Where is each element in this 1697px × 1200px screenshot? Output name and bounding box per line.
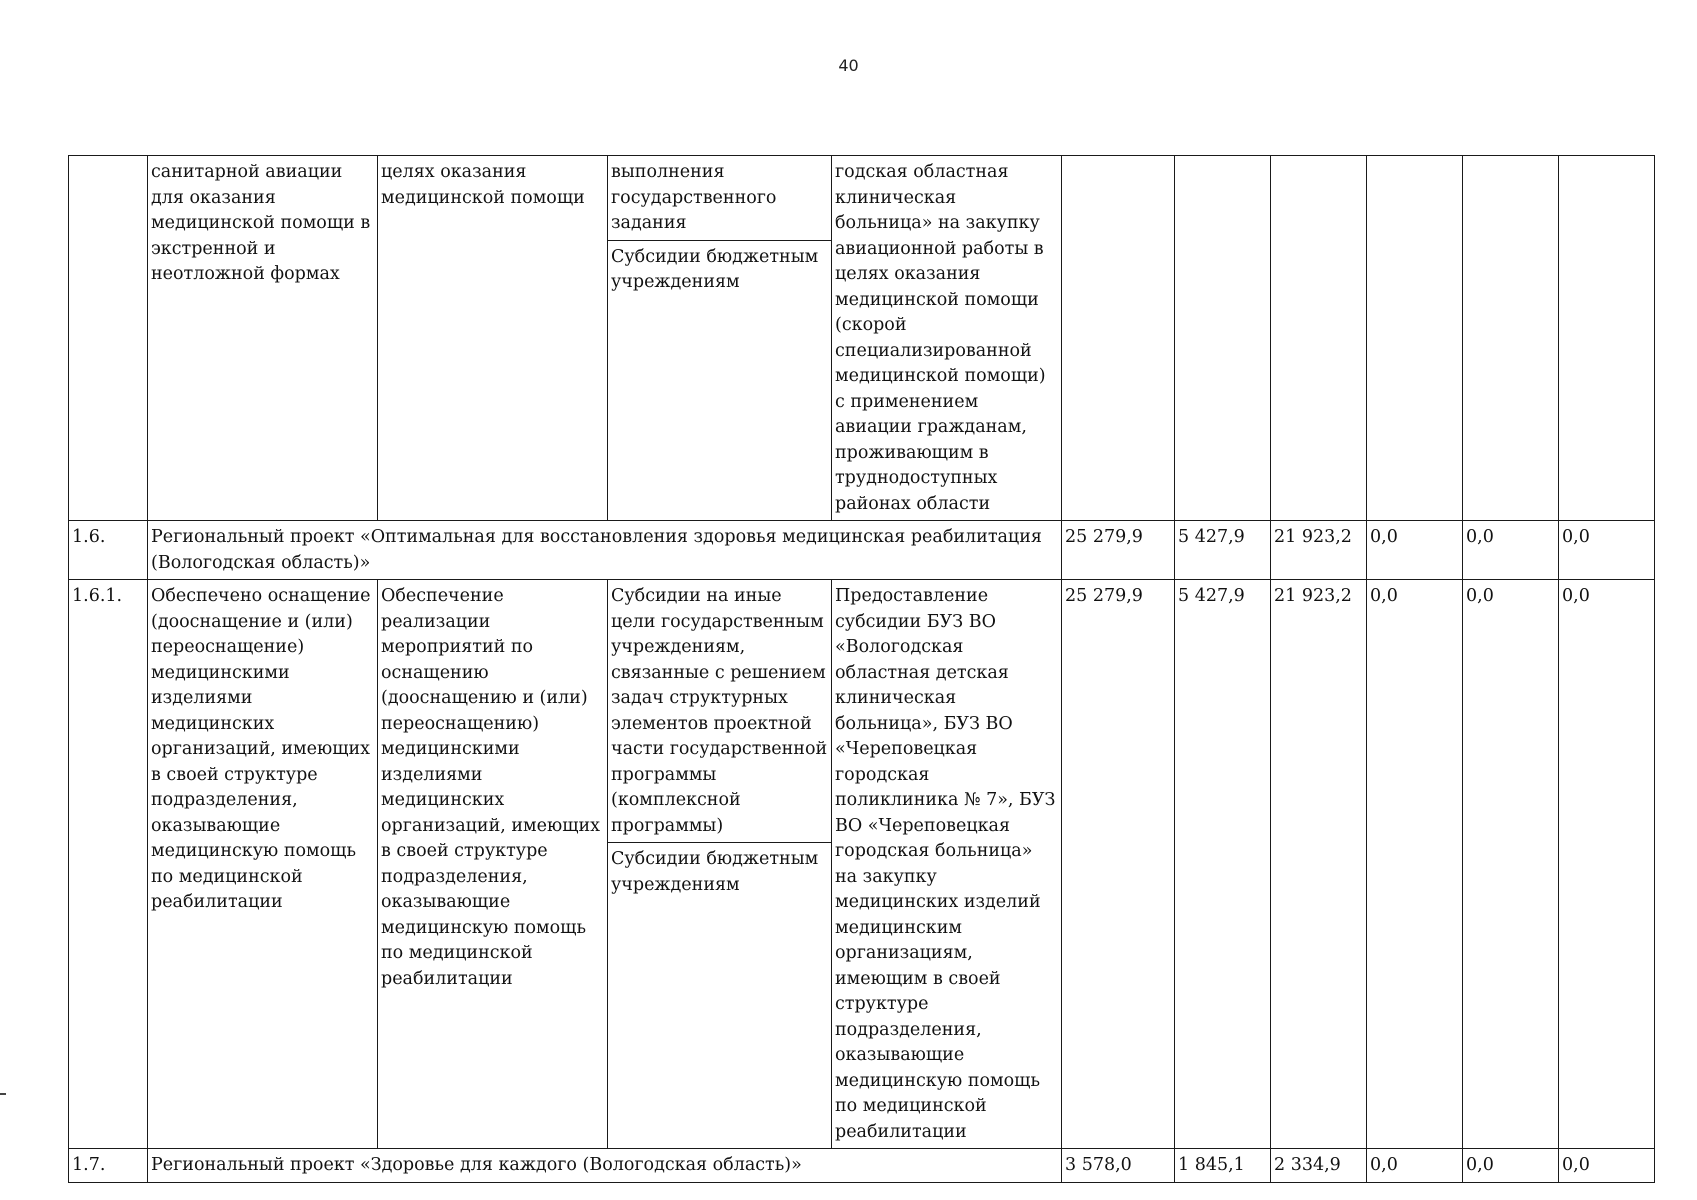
value-4: 0,0 — [1367, 1149, 1463, 1183]
value-4 — [1367, 156, 1463, 521]
value-2 — [1175, 156, 1271, 521]
value-3: 21 923,2 — [1271, 580, 1367, 1149]
value-total: 25 279,9 — [1062, 580, 1175, 1149]
funding-type-cell — [608, 156, 832, 521]
value-3: 2 334,9 — [1271, 1149, 1367, 1183]
project-title: Региональный проект «Здоровье для каждого (Вологодская область)» — [148, 1149, 1062, 1183]
margin-mark — [0, 1093, 6, 1095]
value-3 — [1271, 156, 1367, 521]
funding-type-1: Субсидии на иные цели государственным учреждениям, связанные с решением задач структурных элементов проектной части государственной программы (комплексной программы) — [611, 586, 828, 836]
table-row-1-6 — [69, 521, 1655, 580]
value-2: 1 845,1 — [1175, 1149, 1271, 1183]
value-6 — [1559, 156, 1655, 521]
value-6: 0,0 — [1559, 580, 1655, 1149]
value-5 — [1463, 156, 1559, 521]
activity-details: Предоставление субсидии БУЗ ВО «Вологодская областная детская клиническая больница», БУЗ ВО «Череповецкая городская поликлиника № 7», БУЗ ВО «Череповецкая городская больница» на закупку медицинских изделий медицинским организациям, имеющим в своей структуре подразделения, оказывающие медицинскую помощь по медицинской реабилитации — [832, 580, 1062, 1149]
value-5: 0,0 — [1463, 1149, 1559, 1183]
funding-type-cell — [608, 580, 832, 1149]
value-total — [1062, 156, 1175, 521]
table-row-1-6-1 — [69, 580, 1655, 1149]
activity-purpose: целях оказания медицинской помощи — [378, 156, 608, 521]
funding-type-2: Субсидии бюджетным учреждениям — [608, 240, 831, 299]
activity-purpose: Обеспечение реализации мероприятий по оснащению (дооснащению и (или) переоснащению) медицинскими изделиями медицинских организаций, имеющих в своей структуре подразделения, оказывающие медицинскую помощь по медицинской реабилитации — [378, 580, 608, 1149]
value-4: 0,0 — [1367, 580, 1463, 1149]
funding-type-1: выполнения государственного задания — [611, 162, 777, 233]
table-row-1-7 — [69, 1149, 1655, 1183]
row-code: 1.6. — [69, 521, 148, 580]
program-funding-table — [68, 155, 1655, 1183]
value-4: 0,0 — [1367, 521, 1463, 580]
row-code — [69, 156, 148, 521]
value-total: 25 279,9 — [1062, 521, 1175, 580]
value-5: 0,0 — [1463, 580, 1559, 1149]
value-total: 3 578,0 — [1062, 1149, 1175, 1183]
row-code: 1.7. — [69, 1149, 148, 1183]
project-title: Региональный проект «Оптимальная для восстановления здоровья медицинская реабилитация (Вологодская область)» — [148, 521, 1062, 580]
value-6: 0,0 — [1559, 521, 1655, 580]
value-2: 5 427,9 — [1175, 580, 1271, 1149]
activity-details: годская областная клиническая больница» на закупку авиационной работы в целях оказания медицинской помощи (скорой специализированной медицинской помощи) с применением авиации гражданам, проживающим в труднодоступных районах области — [832, 156, 1062, 521]
value-3: 21 923,2 — [1271, 521, 1367, 580]
value-2: 5 427,9 — [1175, 521, 1271, 580]
table-row-continuation — [69, 156, 1655, 521]
funding-type-2: Субсидии бюджетным учреждениям — [608, 842, 831, 901]
page-number: 40 — [838, 56, 859, 75]
activity-name: Обеспечено оснащение (дооснащение и (или) переоснащение) медицинскими изделиями медицинских организаций, имеющих в своей структуре подразделения, оказывающие медицинскую помощь по медицинской реабилитации — [148, 580, 378, 1149]
value-6: 0,0 — [1559, 1149, 1655, 1183]
activity-name: санитарной авиации для оказания медицинской помощи в экстренной и неотложной формах — [148, 156, 378, 521]
row-code: 1.6.1. — [69, 580, 148, 1149]
value-5: 0,0 — [1463, 521, 1559, 580]
